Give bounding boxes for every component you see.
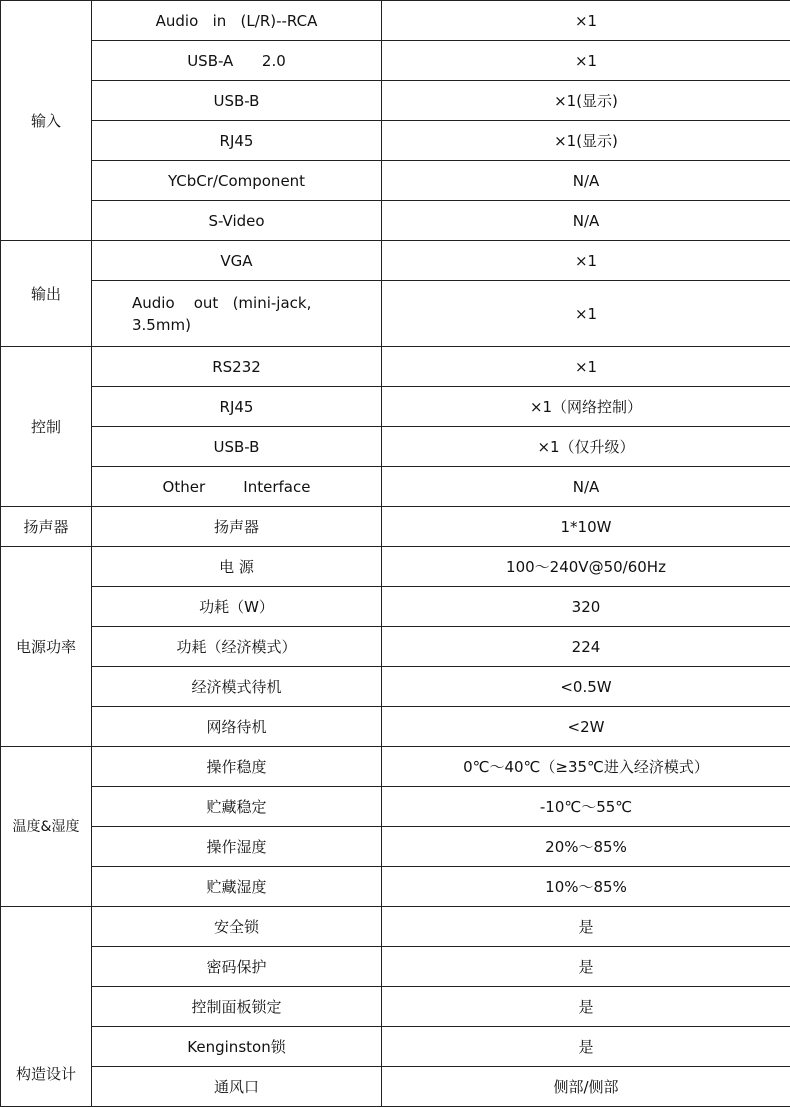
category-input: 输入 bbox=[1, 1, 92, 241]
value-cell: 320 bbox=[382, 587, 790, 627]
item-cell: YCbCr/Component bbox=[92, 161, 382, 201]
value-cell: 是 bbox=[382, 987, 790, 1027]
table-row bbox=[1, 947, 790, 987]
table-row bbox=[1, 241, 790, 281]
category-output: 输出 bbox=[1, 241, 92, 347]
item-cell: USB-B bbox=[92, 427, 382, 467]
value-cell: 侧部/侧部 bbox=[382, 1067, 790, 1107]
table-row bbox=[1, 827, 790, 867]
table-row bbox=[1, 201, 790, 241]
value-cell: 是 bbox=[382, 1027, 790, 1067]
item-cell: 控制面板锁定 bbox=[92, 987, 382, 1027]
table-row bbox=[1, 281, 790, 347]
value-cell: ×1(显示) bbox=[382, 121, 790, 161]
category-power: 电源功率 bbox=[1, 547, 92, 747]
item-cell: RJ45 bbox=[92, 121, 382, 161]
item-cell: 扬声器 bbox=[92, 507, 382, 547]
item-cell: RS232 bbox=[92, 347, 382, 387]
item-cell: 贮藏稳定 bbox=[92, 787, 382, 827]
value-cell: 10%～85% bbox=[382, 867, 790, 907]
item-cell: 网络待机 bbox=[92, 707, 382, 747]
table-row bbox=[1, 121, 790, 161]
value-cell: 20%～85% bbox=[382, 827, 790, 867]
table-row bbox=[1, 1027, 790, 1067]
table-row bbox=[1, 427, 790, 467]
table-row bbox=[1, 347, 790, 387]
value-cell: N/A bbox=[382, 467, 790, 507]
item-cell: 经济模式待机 bbox=[92, 667, 382, 707]
value-cell: N/A bbox=[382, 161, 790, 201]
table-row bbox=[1, 587, 790, 627]
item-cell: Kenginston锁 bbox=[92, 1027, 382, 1067]
item-cell: S-Video bbox=[92, 201, 382, 241]
category-environment: 温度&湿度 bbox=[1, 747, 92, 907]
value-cell: 224 bbox=[382, 627, 790, 667]
item-cell: USB-A 2.0 bbox=[92, 41, 382, 81]
table-row bbox=[1, 41, 790, 81]
item-cell: Audio in (L/R)--RCA bbox=[92, 1, 382, 41]
item-cell: 电 源 bbox=[92, 547, 382, 587]
value-cell: ×1 bbox=[382, 41, 790, 81]
table-row bbox=[1, 507, 790, 547]
table-row bbox=[1, 547, 790, 587]
table-row bbox=[1, 1, 790, 41]
value-cell: ×1(显示) bbox=[382, 81, 790, 121]
value-cell: 1*10W bbox=[382, 507, 790, 547]
value-cell: ×1 bbox=[382, 281, 790, 347]
value-cell: 是 bbox=[382, 907, 790, 947]
item-cell: VGA bbox=[92, 241, 382, 281]
category-speaker: 扬声器 bbox=[1, 507, 92, 547]
table-row bbox=[1, 747, 790, 787]
table-row bbox=[1, 627, 790, 667]
item-cell: 安全锁 bbox=[92, 907, 382, 947]
value-cell: -10℃～55℃ bbox=[382, 787, 790, 827]
value-cell: 是 bbox=[382, 947, 790, 987]
item-cell: RJ45 bbox=[92, 387, 382, 427]
value-cell: ×1 bbox=[382, 347, 790, 387]
value-cell: 0℃～40℃（≥35℃进入经济模式） bbox=[382, 747, 790, 787]
item-cell: USB-B bbox=[92, 81, 382, 121]
value-cell: 100～240V@50/60Hz bbox=[382, 547, 790, 587]
table-row bbox=[1, 787, 790, 827]
value-cell: ×1（网络控制） bbox=[382, 387, 790, 427]
table-row bbox=[1, 387, 790, 427]
category-control: 控制 bbox=[1, 347, 92, 507]
category-design: 构造设计 bbox=[1, 907, 92, 1107]
table-row bbox=[1, 707, 790, 747]
item-cell: 功耗（W） bbox=[92, 587, 382, 627]
table-row bbox=[1, 907, 790, 947]
item-cell: 操作稳度 bbox=[92, 747, 382, 787]
value-cell: <2W bbox=[382, 707, 790, 747]
table-row bbox=[1, 81, 790, 121]
table-row bbox=[1, 1067, 790, 1107]
value-cell: ×1 bbox=[382, 241, 790, 281]
table-row bbox=[1, 987, 790, 1027]
value-cell: ×1 bbox=[382, 1, 790, 41]
item-cell: 密码保护 bbox=[92, 947, 382, 987]
value-cell: N/A bbox=[382, 201, 790, 241]
table-row bbox=[1, 467, 790, 507]
item-cell: Other Interface bbox=[92, 467, 382, 507]
value-cell: <0.5W bbox=[382, 667, 790, 707]
item-cell: 贮藏湿度 bbox=[92, 867, 382, 907]
item-cell: 操作湿度 bbox=[92, 827, 382, 867]
item-cell: 通风口 bbox=[92, 1067, 382, 1107]
table-row bbox=[1, 667, 790, 707]
value-cell: ×1（仅升级） bbox=[382, 427, 790, 467]
table-row bbox=[1, 161, 790, 201]
item-cell: Audio out (mini-jack, 3.5mm) bbox=[92, 281, 382, 347]
item-cell: 功耗（经济模式） bbox=[92, 627, 382, 667]
table-row bbox=[1, 867, 790, 907]
